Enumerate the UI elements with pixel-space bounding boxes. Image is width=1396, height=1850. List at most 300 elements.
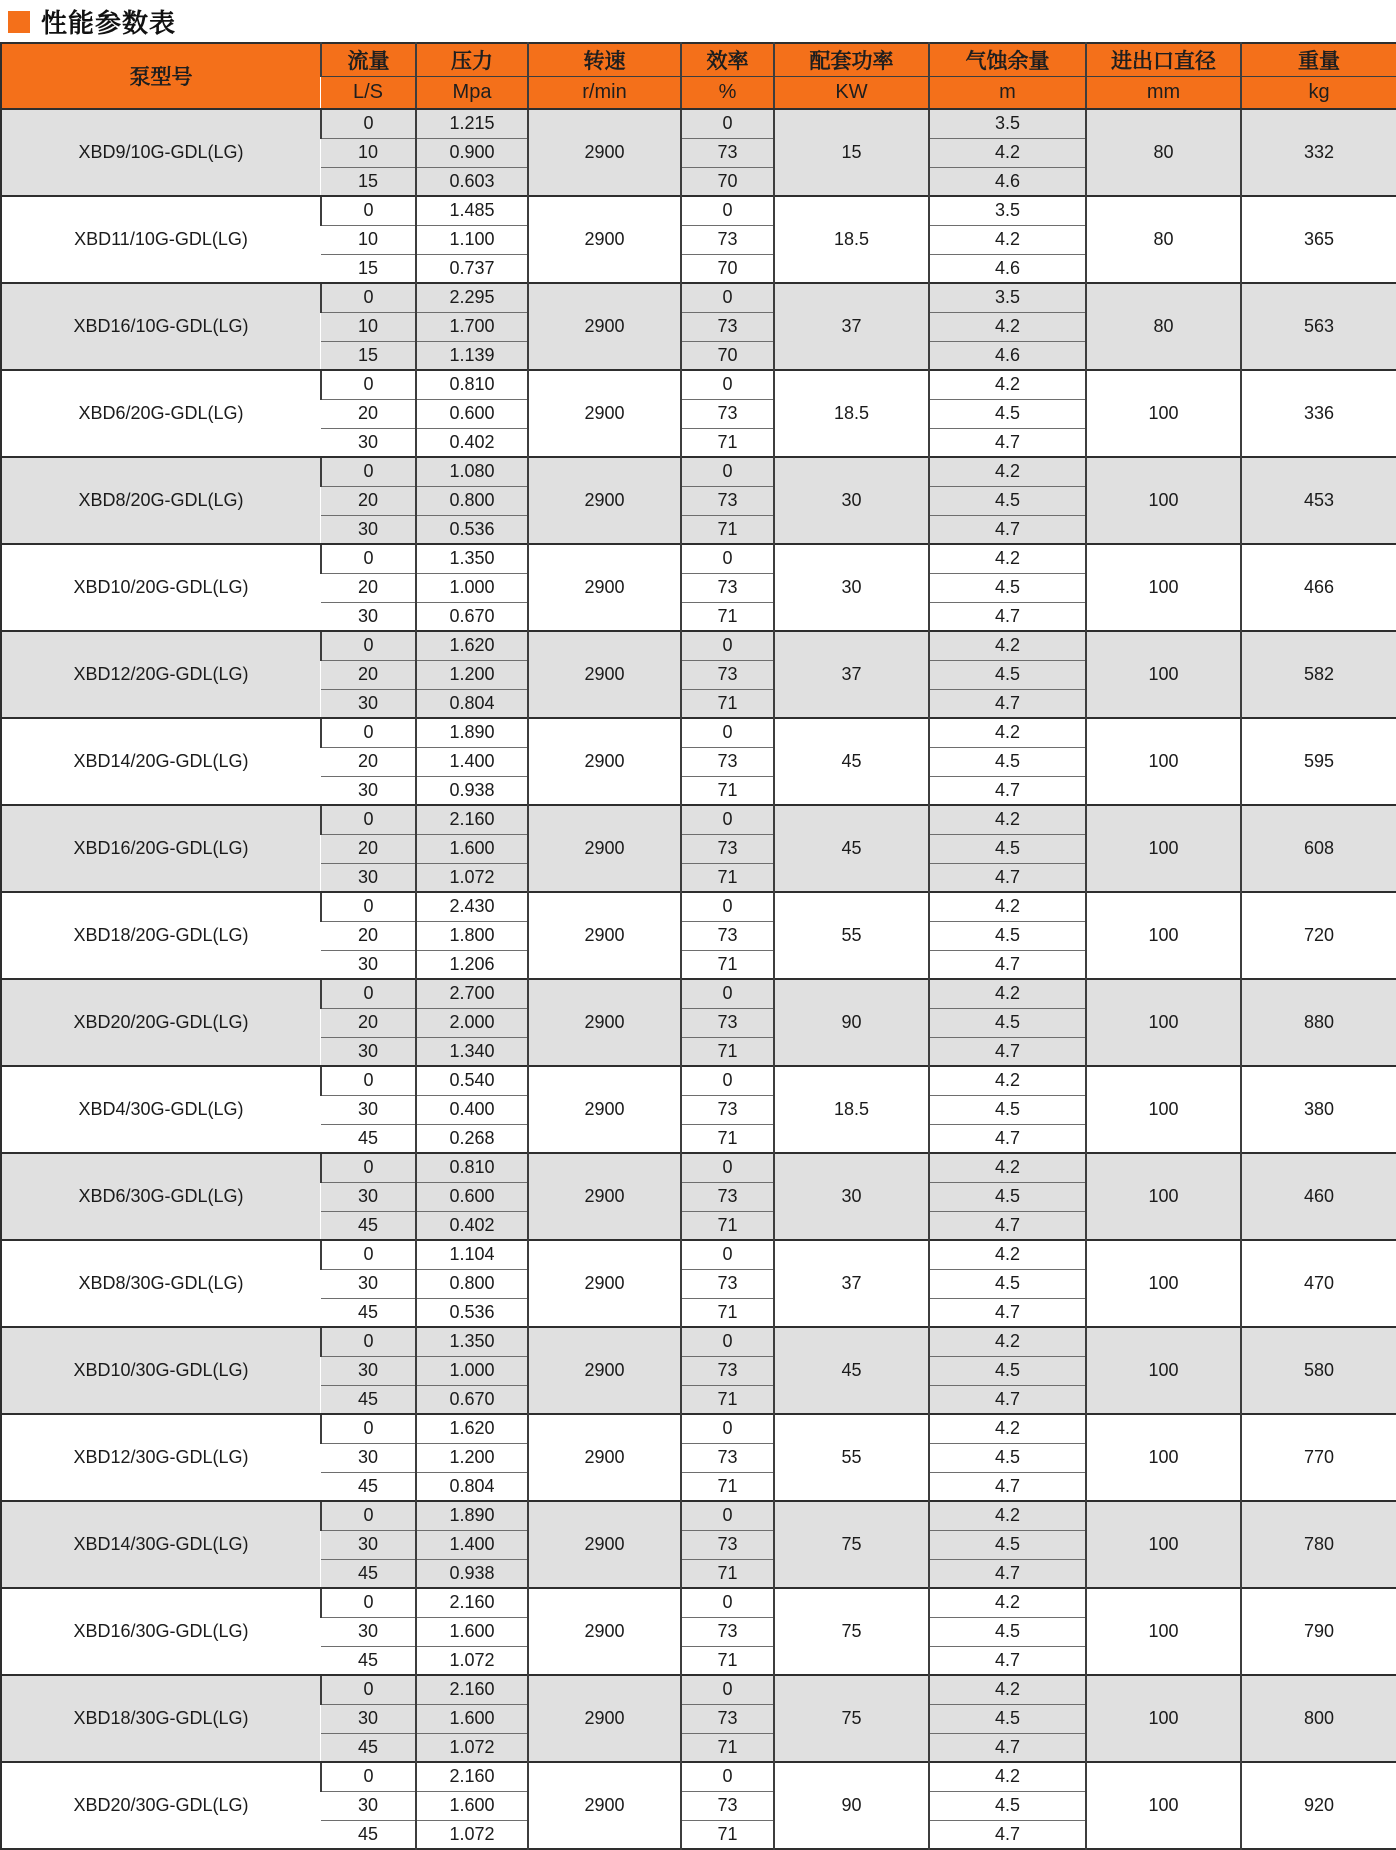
pressure-cell: 1.400 [416, 747, 528, 776]
pressure-cell: 1.600 [416, 1617, 528, 1646]
pressure-cell: 1.620 [416, 631, 528, 660]
flow-cell: 30 [321, 863, 416, 892]
pressure-cell: 0.670 [416, 1385, 528, 1414]
unit-speed: r/min [528, 76, 681, 109]
npsh-cell: 4.5 [929, 399, 1086, 428]
model-cell: XBD8/30G-GDL(LG) [1, 1240, 321, 1327]
efficiency-cell: 71 [681, 1385, 774, 1414]
efficiency-cell: 71 [681, 689, 774, 718]
npsh-cell: 4.2 [929, 457, 1086, 486]
power-cell: 37 [774, 283, 929, 370]
pressure-cell: 1.139 [416, 341, 528, 370]
flow-cell: 45 [321, 1472, 416, 1501]
efficiency-cell: 73 [681, 747, 774, 776]
npsh-cell: 4.2 [929, 544, 1086, 573]
flow-cell: 30 [321, 1095, 416, 1124]
efficiency-cell: 0 [681, 196, 774, 225]
pressure-cell: 1.350 [416, 1327, 528, 1356]
npsh-cell: 4.5 [929, 1617, 1086, 1646]
pressure-cell: 1.350 [416, 544, 528, 573]
npsh-cell: 4.7 [929, 689, 1086, 718]
flow-cell: 20 [321, 486, 416, 515]
speed-cell: 2900 [528, 1240, 681, 1327]
speed-cell: 2900 [528, 1588, 681, 1675]
diameter-cell: 100 [1086, 1762, 1241, 1849]
npsh-cell: 4.7 [929, 1559, 1086, 1588]
pressure-cell: 0.800 [416, 486, 528, 515]
flow-cell: 0 [321, 1414, 416, 1443]
speed-cell: 2900 [528, 1501, 681, 1588]
pressure-cell: 0.670 [416, 602, 528, 631]
efficiency-cell: 73 [681, 138, 774, 167]
weight-cell: 466 [1241, 544, 1396, 631]
efficiency-cell: 0 [681, 1588, 774, 1617]
model-cell: XBD20/30G-GDL(LG) [1, 1762, 321, 1849]
speed-cell: 2900 [528, 370, 681, 457]
pressure-cell: 0.737 [416, 254, 528, 283]
npsh-cell: 4.5 [929, 1443, 1086, 1472]
efficiency-cell: 71 [681, 1472, 774, 1501]
pressure-cell: 1.080 [416, 457, 528, 486]
pressure-cell: 1.600 [416, 1704, 528, 1733]
pressure-cell: 2.160 [416, 1762, 528, 1791]
efficiency-cell: 71 [681, 1820, 774, 1849]
flow-cell: 45 [321, 1559, 416, 1588]
speed-cell: 2900 [528, 892, 681, 979]
npsh-cell: 4.5 [929, 834, 1086, 863]
orange-square-bullet-icon [8, 11, 30, 33]
model-cell: XBD14/30G-GDL(LG) [1, 1501, 321, 1588]
model-cell: XBD6/20G-GDL(LG) [1, 370, 321, 457]
section-title-bar [0, 0, 1396, 42]
efficiency-cell: 0 [681, 718, 774, 747]
pressure-cell: 1.620 [416, 1414, 528, 1443]
column-header-diameter: 进出口直径 [1086, 43, 1241, 76]
npsh-cell: 4.6 [929, 254, 1086, 283]
model-cell: XBD14/20G-GDL(LG) [1, 718, 321, 805]
efficiency-cell: 0 [681, 892, 774, 921]
flow-cell: 0 [321, 892, 416, 921]
pressure-cell: 2.160 [416, 805, 528, 834]
power-cell: 45 [774, 1327, 929, 1414]
unit-weight: kg [1241, 76, 1396, 109]
flow-cell: 30 [321, 1037, 416, 1066]
unit-pressure: Mpa [416, 76, 528, 109]
table-row [1, 1414, 1396, 1443]
flow-cell: 30 [321, 1356, 416, 1385]
column-header-npsh: 气蚀余量 [929, 43, 1086, 76]
weight-cell: 470 [1241, 1240, 1396, 1327]
pressure-cell: 1.072 [416, 863, 528, 892]
table-row [1, 1675, 1396, 1704]
npsh-cell: 4.7 [929, 1646, 1086, 1675]
flow-cell: 30 [321, 776, 416, 805]
efficiency-cell: 73 [681, 1008, 774, 1037]
npsh-cell: 4.5 [929, 486, 1086, 515]
npsh-cell: 4.5 [929, 921, 1086, 950]
npsh-cell: 4.7 [929, 950, 1086, 979]
efficiency-cell: 71 [681, 515, 774, 544]
power-cell: 37 [774, 1240, 929, 1327]
efficiency-cell: 70 [681, 254, 774, 283]
unit-power: KW [774, 76, 929, 109]
npsh-cell: 4.7 [929, 1037, 1086, 1066]
weight-cell: 460 [1241, 1153, 1396, 1240]
pressure-cell: 1.072 [416, 1646, 528, 1675]
flow-cell: 20 [321, 834, 416, 863]
pressure-cell: 1.072 [416, 1820, 528, 1849]
npsh-cell: 4.7 [929, 1820, 1086, 1849]
efficiency-cell: 71 [681, 1733, 774, 1762]
power-cell: 37 [774, 631, 929, 718]
efficiency-cell: 71 [681, 1646, 774, 1675]
column-header-model: 泵型号 [1, 43, 321, 109]
npsh-cell: 4.2 [929, 1675, 1086, 1704]
pressure-cell: 0.400 [416, 1095, 528, 1124]
efficiency-cell: 73 [681, 399, 774, 428]
npsh-cell: 4.2 [929, 979, 1086, 1008]
efficiency-cell: 73 [681, 1095, 774, 1124]
pressure-cell: 1.600 [416, 1791, 528, 1820]
diameter-cell: 100 [1086, 631, 1241, 718]
efficiency-cell: 71 [681, 863, 774, 892]
efficiency-cell: 0 [681, 1414, 774, 1443]
npsh-cell: 4.2 [929, 1414, 1086, 1443]
power-cell: 18.5 [774, 196, 929, 283]
npsh-cell: 4.2 [929, 1501, 1086, 1530]
unit-flow: L/S [321, 76, 416, 109]
power-cell: 45 [774, 718, 929, 805]
weight-cell: 336 [1241, 370, 1396, 457]
npsh-cell: 4.6 [929, 167, 1086, 196]
efficiency-cell: 0 [681, 631, 774, 660]
efficiency-cell: 0 [681, 283, 774, 312]
table-row [1, 1501, 1396, 1530]
flow-cell: 0 [321, 1501, 416, 1530]
npsh-cell: 4.5 [929, 1704, 1086, 1733]
flow-cell: 30 [321, 689, 416, 718]
npsh-cell: 4.7 [929, 602, 1086, 631]
table-row [1, 283, 1396, 312]
model-cell: XBD11/10G-GDL(LG) [1, 196, 321, 283]
flow-cell: 15 [321, 254, 416, 283]
pressure-cell: 0.938 [416, 776, 528, 805]
table-row [1, 892, 1396, 921]
npsh-cell: 4.5 [929, 660, 1086, 689]
speed-cell: 2900 [528, 805, 681, 892]
power-cell: 75 [774, 1675, 929, 1762]
pressure-cell: 1.104 [416, 1240, 528, 1269]
pressure-cell: 1.890 [416, 1501, 528, 1530]
table-body [1, 109, 1396, 1849]
efficiency-cell: 0 [681, 1153, 774, 1182]
flow-cell: 45 [321, 1211, 416, 1240]
power-cell: 15 [774, 109, 929, 196]
model-cell: XBD4/30G-GDL(LG) [1, 1066, 321, 1153]
table-row [1, 370, 1396, 399]
flow-cell: 0 [321, 1327, 416, 1356]
efficiency-cell: 0 [681, 109, 774, 138]
npsh-cell: 4.2 [929, 1327, 1086, 1356]
npsh-cell: 4.5 [929, 1182, 1086, 1211]
efficiency-cell: 73 [681, 921, 774, 950]
efficiency-cell: 71 [681, 1124, 774, 1153]
diameter-cell: 100 [1086, 1327, 1241, 1414]
table-row [1, 805, 1396, 834]
pressure-cell: 0.938 [416, 1559, 528, 1588]
power-cell: 90 [774, 1762, 929, 1849]
model-cell: XBD10/30G-GDL(LG) [1, 1327, 321, 1414]
weight-cell: 790 [1241, 1588, 1396, 1675]
flow-cell: 10 [321, 225, 416, 254]
weight-cell: 582 [1241, 631, 1396, 718]
pressure-cell: 1.485 [416, 196, 528, 225]
efficiency-cell: 0 [681, 1675, 774, 1704]
weight-cell: 580 [1241, 1327, 1396, 1414]
power-cell: 90 [774, 979, 929, 1066]
flow-cell: 45 [321, 1124, 416, 1153]
model-cell: XBD9/10G-GDL(LG) [1, 109, 321, 196]
npsh-cell: 3.5 [929, 196, 1086, 225]
column-header-efficiency: 效率 [681, 43, 774, 76]
npsh-cell: 4.7 [929, 776, 1086, 805]
pressure-cell: 0.900 [416, 138, 528, 167]
pressure-cell: 0.402 [416, 428, 528, 457]
table-row [1, 196, 1396, 225]
weight-cell: 365 [1241, 196, 1396, 283]
power-cell: 45 [774, 805, 929, 892]
efficiency-cell: 71 [681, 950, 774, 979]
efficiency-cell: 0 [681, 979, 774, 1008]
flow-cell: 30 [321, 1704, 416, 1733]
speed-cell: 2900 [528, 1066, 681, 1153]
npsh-cell: 4.2 [929, 1588, 1086, 1617]
pressure-cell: 1.400 [416, 1530, 528, 1559]
npsh-cell: 4.2 [929, 1240, 1086, 1269]
power-cell: 30 [774, 544, 929, 631]
flow-cell: 30 [321, 602, 416, 631]
npsh-cell: 4.7 [929, 1211, 1086, 1240]
efficiency-cell: 71 [681, 1298, 774, 1327]
flow-cell: 0 [321, 196, 416, 225]
npsh-cell: 4.2 [929, 312, 1086, 341]
flow-cell: 20 [321, 399, 416, 428]
pressure-cell: 1.700 [416, 312, 528, 341]
efficiency-cell: 73 [681, 1269, 774, 1298]
model-cell: XBD12/30G-GDL(LG) [1, 1414, 321, 1501]
flow-cell: 45 [321, 1820, 416, 1849]
pressure-cell: 0.268 [416, 1124, 528, 1153]
flow-cell: 0 [321, 370, 416, 399]
flow-cell: 15 [321, 167, 416, 196]
column-header-speed: 转速 [528, 43, 681, 76]
pressure-cell: 1.215 [416, 109, 528, 138]
flow-cell: 20 [321, 660, 416, 689]
npsh-cell: 4.5 [929, 1791, 1086, 1820]
model-cell: XBD12/20G-GDL(LG) [1, 631, 321, 718]
flow-cell: 0 [321, 544, 416, 573]
diameter-cell: 80 [1086, 196, 1241, 283]
pressure-cell: 0.810 [416, 370, 528, 399]
table-row [1, 1066, 1396, 1095]
flow-cell: 30 [321, 1617, 416, 1646]
efficiency-cell: 0 [681, 1501, 774, 1530]
npsh-cell: 4.7 [929, 1124, 1086, 1153]
flow-cell: 30 [321, 1182, 416, 1211]
npsh-cell: 4.5 [929, 1269, 1086, 1298]
table-row [1, 631, 1396, 660]
diameter-cell: 100 [1086, 1588, 1241, 1675]
efficiency-cell: 73 [681, 573, 774, 602]
npsh-cell: 4.2 [929, 1762, 1086, 1791]
npsh-cell: 4.7 [929, 1298, 1086, 1327]
npsh-cell: 4.2 [929, 1153, 1086, 1182]
npsh-cell: 4.2 [929, 1066, 1086, 1095]
flow-cell: 30 [321, 1269, 416, 1298]
flow-cell: 20 [321, 921, 416, 950]
pressure-cell: 1.100 [416, 225, 528, 254]
weight-cell: 720 [1241, 892, 1396, 979]
flow-cell: 30 [321, 950, 416, 979]
speed-cell: 2900 [528, 979, 681, 1066]
efficiency-cell: 0 [681, 1327, 774, 1356]
weight-cell: 380 [1241, 1066, 1396, 1153]
speed-cell: 2900 [528, 1327, 681, 1414]
unit-diameter: mm [1086, 76, 1241, 109]
model-cell: XBD6/30G-GDL(LG) [1, 1153, 321, 1240]
npsh-cell: 4.2 [929, 718, 1086, 747]
model-cell: XBD8/20G-GDL(LG) [1, 457, 321, 544]
speed-cell: 2900 [528, 1414, 681, 1501]
speed-cell: 2900 [528, 196, 681, 283]
flow-cell: 0 [321, 1588, 416, 1617]
pressure-cell: 1.200 [416, 660, 528, 689]
flow-cell: 0 [321, 805, 416, 834]
weight-cell: 920 [1241, 1762, 1396, 1849]
table-row [1, 1762, 1396, 1791]
flow-cell: 0 [321, 1240, 416, 1269]
speed-cell: 2900 [528, 457, 681, 544]
power-cell: 55 [774, 1414, 929, 1501]
speed-cell: 2900 [528, 1675, 681, 1762]
diameter-cell: 100 [1086, 1240, 1241, 1327]
npsh-cell: 4.7 [929, 1472, 1086, 1501]
npsh-cell: 4.2 [929, 892, 1086, 921]
pressure-cell: 1.890 [416, 718, 528, 747]
npsh-cell: 4.5 [929, 573, 1086, 602]
pressure-cell: 2.160 [416, 1588, 528, 1617]
pressure-cell: 1.200 [416, 1443, 528, 1472]
efficiency-cell: 73 [681, 312, 774, 341]
npsh-cell: 4.5 [929, 1356, 1086, 1385]
diameter-cell: 100 [1086, 1675, 1241, 1762]
diameter-cell: 100 [1086, 979, 1241, 1066]
flow-cell: 45 [321, 1733, 416, 1762]
efficiency-cell: 0 [681, 370, 774, 399]
efficiency-cell: 0 [681, 1762, 774, 1791]
flow-cell: 20 [321, 747, 416, 776]
npsh-cell: 4.6 [929, 341, 1086, 370]
flow-cell: 15 [321, 341, 416, 370]
efficiency-cell: 71 [681, 1559, 774, 1588]
pressure-cell: 2.430 [416, 892, 528, 921]
power-cell: 75 [774, 1588, 929, 1675]
model-cell: XBD18/30G-GDL(LG) [1, 1675, 321, 1762]
speed-cell: 2900 [528, 1762, 681, 1849]
diameter-cell: 100 [1086, 457, 1241, 544]
efficiency-cell: 73 [681, 1617, 774, 1646]
diameter-cell: 100 [1086, 370, 1241, 457]
npsh-cell: 4.5 [929, 1008, 1086, 1037]
npsh-cell: 3.5 [929, 109, 1086, 138]
table-row [1, 544, 1396, 573]
pressure-cell: 0.804 [416, 689, 528, 718]
diameter-cell: 100 [1086, 1414, 1241, 1501]
flow-cell: 30 [321, 1791, 416, 1820]
diameter-cell: 100 [1086, 544, 1241, 631]
model-cell: XBD18/20G-GDL(LG) [1, 892, 321, 979]
table-row [1, 457, 1396, 486]
npsh-cell: 4.2 [929, 138, 1086, 167]
pressure-cell: 0.600 [416, 1182, 528, 1211]
pressure-cell: 1.600 [416, 834, 528, 863]
efficiency-cell: 73 [681, 834, 774, 863]
npsh-cell: 4.2 [929, 805, 1086, 834]
speed-cell: 2900 [528, 544, 681, 631]
pressure-cell: 1.000 [416, 1356, 528, 1385]
table-row [1, 109, 1396, 138]
flow-cell: 0 [321, 718, 416, 747]
efficiency-cell: 0 [681, 1066, 774, 1095]
efficiency-cell: 71 [681, 1211, 774, 1240]
flow-cell: 0 [321, 109, 416, 138]
flow-cell: 20 [321, 1008, 416, 1037]
table-row [1, 1240, 1396, 1269]
diameter-cell: 80 [1086, 109, 1241, 196]
efficiency-cell: 73 [681, 1356, 774, 1385]
column-header-power: 配套功率 [774, 43, 929, 76]
pressure-cell: 0.800 [416, 1269, 528, 1298]
speed-cell: 2900 [528, 1153, 681, 1240]
flow-cell: 10 [321, 312, 416, 341]
pressure-cell: 0.804 [416, 1472, 528, 1501]
pressure-cell: 2.000 [416, 1008, 528, 1037]
flow-cell: 0 [321, 457, 416, 486]
npsh-cell: 4.7 [929, 428, 1086, 457]
pressure-cell: 0.536 [416, 515, 528, 544]
flow-cell: 45 [321, 1646, 416, 1675]
weight-cell: 595 [1241, 718, 1396, 805]
model-cell: XBD20/20G-GDL(LG) [1, 979, 321, 1066]
npsh-cell: 4.5 [929, 1095, 1086, 1124]
flow-cell: 0 [321, 1066, 416, 1095]
model-cell: XBD16/10G-GDL(LG) [1, 283, 321, 370]
efficiency-cell: 71 [681, 1037, 774, 1066]
weight-cell: 608 [1241, 805, 1396, 892]
efficiency-cell: 73 [681, 1791, 774, 1820]
unit-npsh: m [929, 76, 1086, 109]
pressure-cell: 1.800 [416, 921, 528, 950]
model-cell: XBD16/20G-GDL(LG) [1, 805, 321, 892]
efficiency-cell: 71 [681, 776, 774, 805]
power-cell: 18.5 [774, 1066, 929, 1153]
power-cell: 30 [774, 1153, 929, 1240]
pressure-cell: 0.810 [416, 1153, 528, 1182]
page-title: 性能参数表 [41, 8, 177, 38]
efficiency-cell: 71 [681, 602, 774, 631]
performance-parameter-table [0, 42, 1396, 1850]
diameter-cell: 100 [1086, 805, 1241, 892]
